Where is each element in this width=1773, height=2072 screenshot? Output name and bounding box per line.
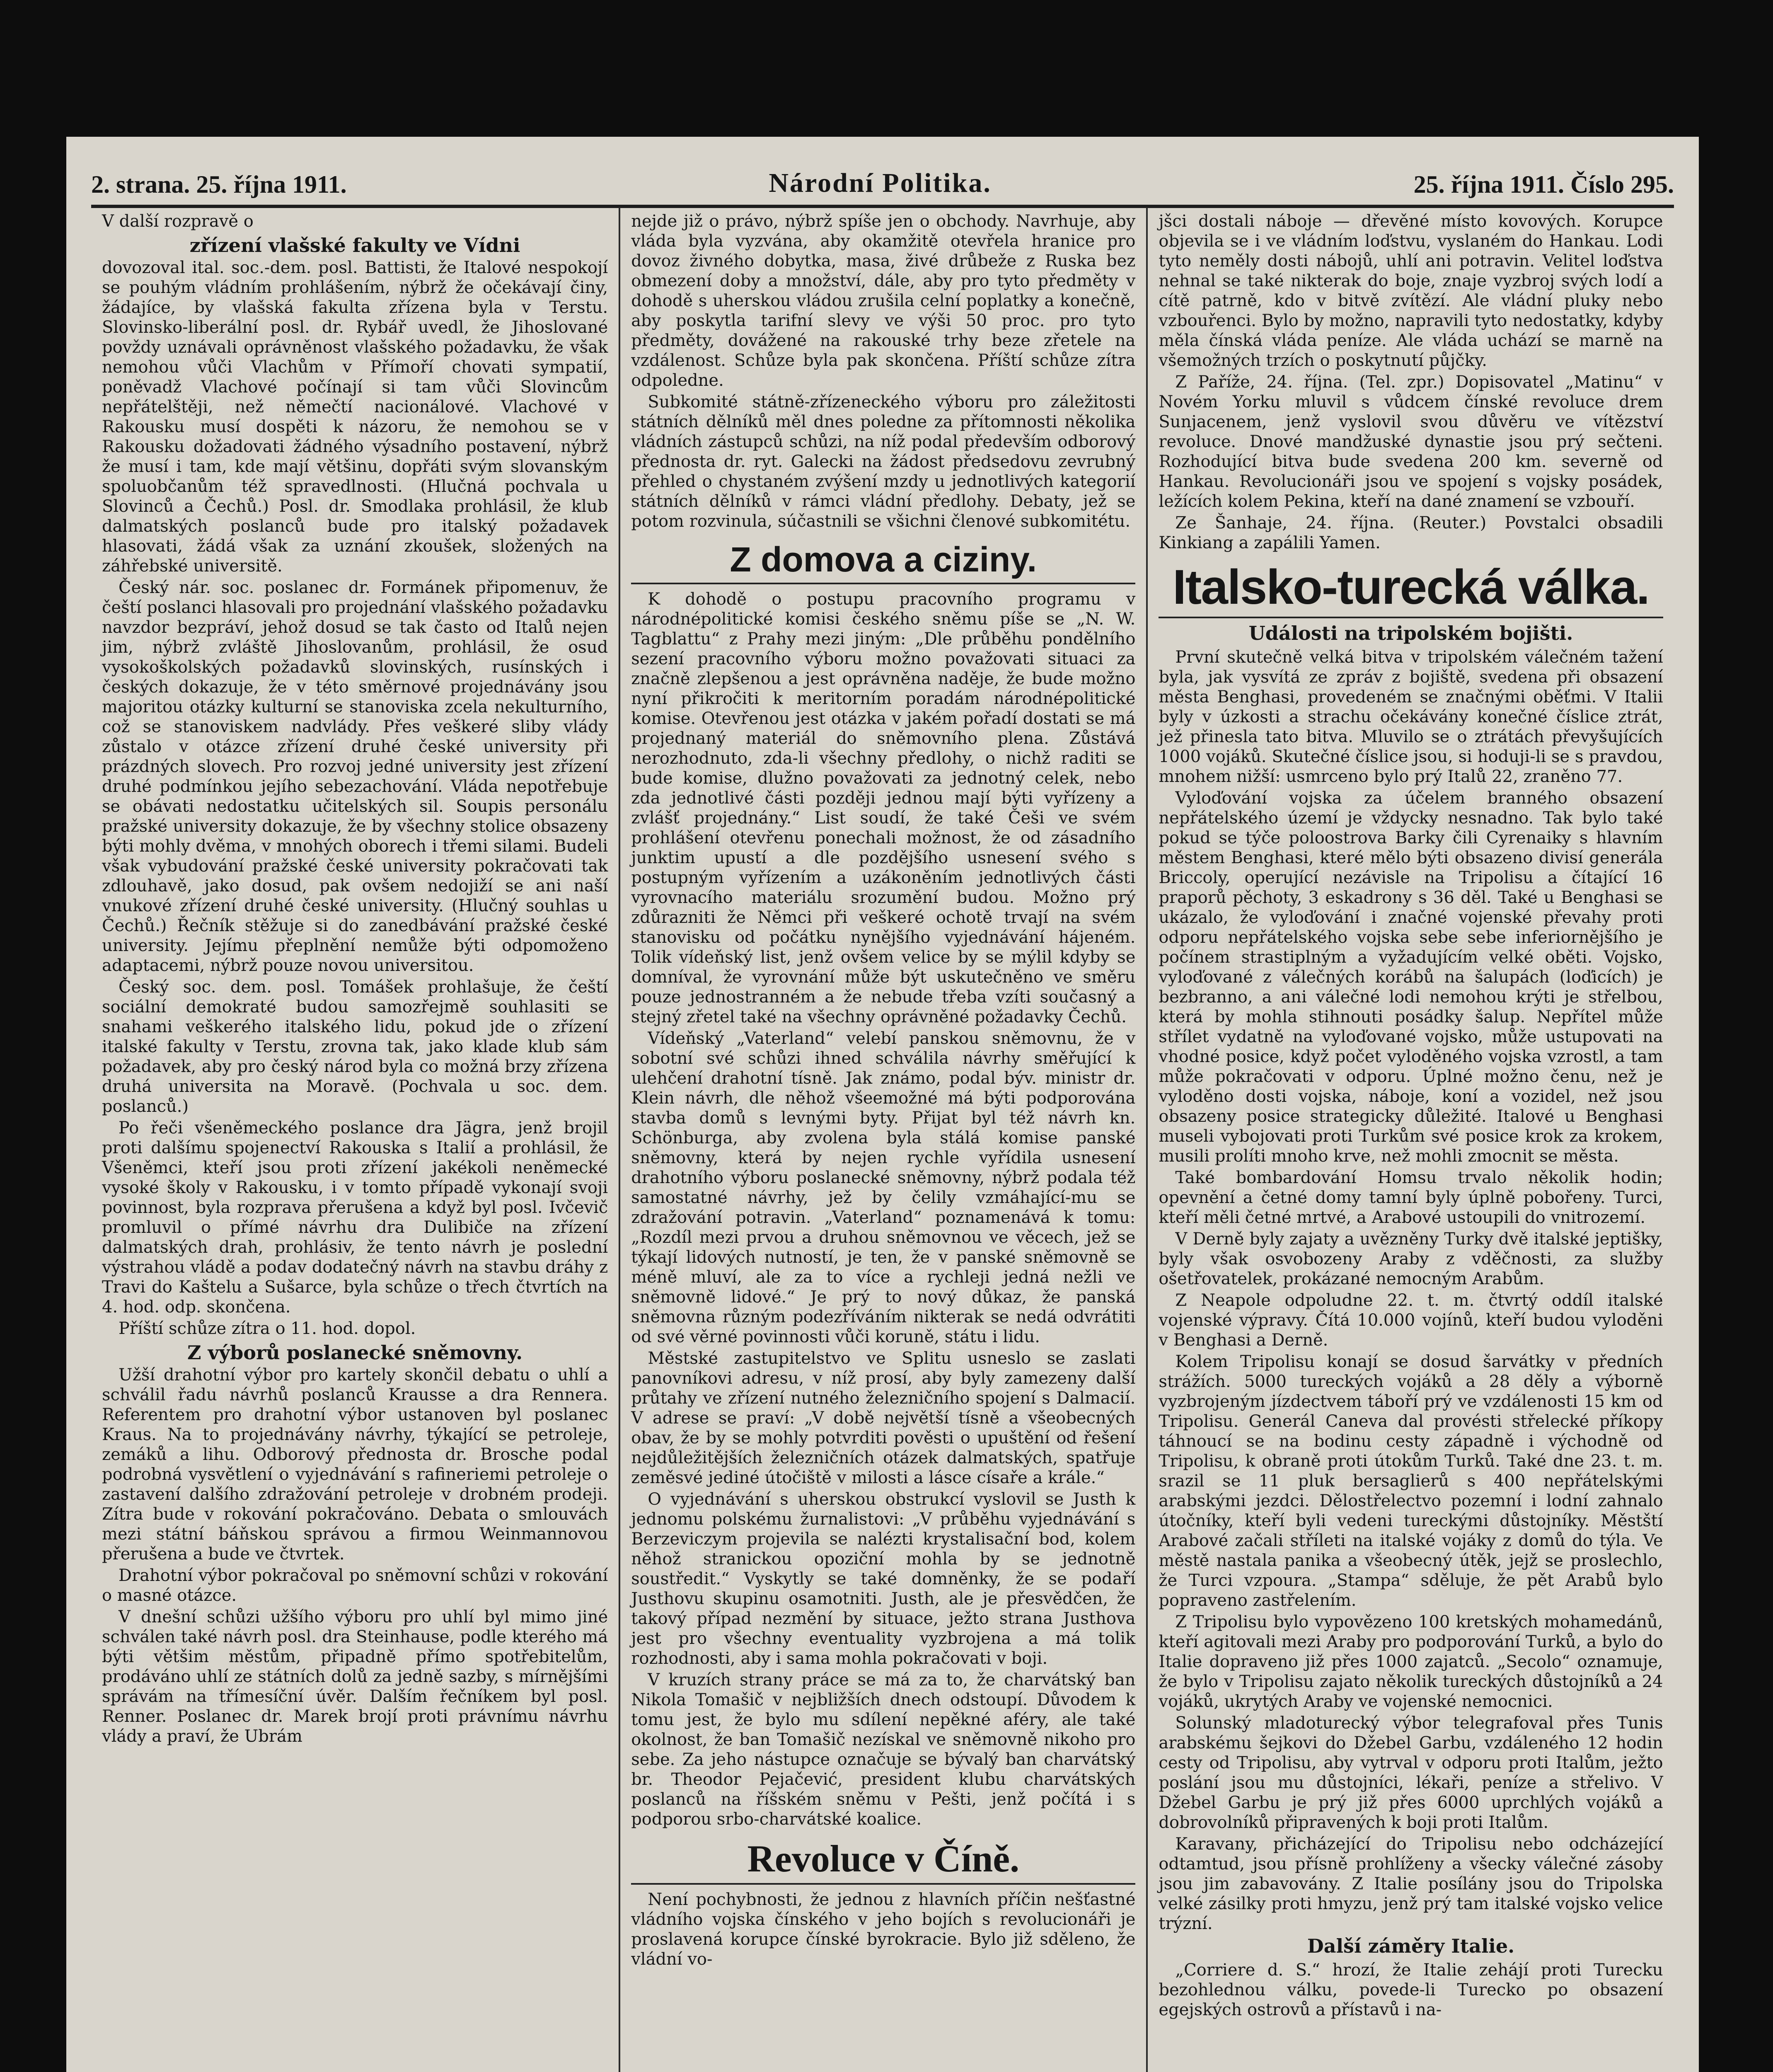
header-date-left: 2. strana. 25. října 1911. bbox=[91, 171, 347, 198]
subtitle-bojiste: Události na tripolském bojišti. bbox=[1248, 622, 1573, 644]
paragraph: jšci dostali náboje — dřevěné místo kovových. Korupce objevila se i ve vládním loďstvu, vyslaném do Hankau. Lodi tyto neměly dosti nábojů, uhlí ani potravin. Velitel loďstva nehnal se také nikterak do boje, znaje vyzbroj svých lodí a cítě patrně, kdo v bitvě zvítězí. Ale vládní pluky nebo vzbouřenci. Bylo by možno, napravili tyto nedostatky, kdyby měla čínská vláda peníze. Ale vláda uchází se marně na všemožných trzích o poskytnutí půjčky. bbox=[1159, 212, 1663, 370]
paragraph: Český nár. soc. poslanec dr. Formánek připomenuv, že čeští poslanci hlasovali pro projednání vlašského požadavku navzdor bezpráví, jehož dosud se tak často od Italů nejen jim, nýbrž zvláště Jihoslovanům, prohlásil, že osud vysokoškolských požadavků slovinských, rusínských i českých dokazuje, že v této směrnové projednávány jsou majoritou otázky kulturní se stanoviska zcela nekulturního, což se stanoviskem nadvlády. Přes veškeré sliby vlády zůstalo v otázce zřízení druhé české university při prázdných slovech. Pro rozvoj jedné university jest zřízení druhé podmínkou jejího sebezachování. Vláda nepotřebuje se obávati nedostatku učitelských sil. Soupis personálu pražské university dokazuje, že by všechny stolice obsazeny býti mohly dvěma, v mnohých oborech i třemi silami. Budeli však vybudování pražské české university pokračovati tak zdlouhavě, jako dosud, pak ovšem nedojiží se ani naší vnukové zřízení druhé české university. (Hlučný souhlas u Čechů.) Řečník stěžuje si do zanedbávání pražské české university. Jejímu přeplnění nemůže býti odpomoženo adaptacemi, nýbrž pouze novou universitou. bbox=[102, 578, 608, 975]
section-title-valka: Italsko-turecká válka. bbox=[1159, 560, 1663, 618]
paragraph: Ze Šanhaje, 24. října. (Reuter.) Povstalci obsadili Kinkiang a zapálili Yamen. bbox=[1159, 513, 1663, 552]
column-3 bbox=[1146, 207, 1674, 2072]
paragraph: Z Tripolisu bylo vypovězeno 100 kretských mohamedánů, kteří agitovali mezi Araby pro podporování Turků, a bylo do Italie dopraveno již přes 1000 zajatců. „Secolo“ oznamuje, že bylo v Tripolisu zajato několik tureckých důstojníků a 24 vojáků, ukrytých Araby ve vojenské nemocnici. bbox=[1159, 1612, 1663, 1711]
paragraph: Užší drahotní výbor pro kartely skončil debatu o uhlí a schválil řadu návrhů poslanců Krausse a dra Rennera. Referentem pro drahotní výbor ustanoven byl poslanec Kraus. Na to projednávány návrhy, týkající se petrolejе, zemáků a lihu. Odborový přednosta dr. Brosche podal podrobná vysvětlení o vyjednávání s rafineriemi petroleje o zastavení dalšího zdražování petroleje v drobném prodeji. Zítra bude v rokování pokračováno. Debata o smlouvách mezi státní báňskou správou a firmou Weinmannovou přerušena a bude ve čtvrtek. bbox=[102, 1365, 608, 1564]
article-title-fakulty: zřízení vlašské fakulty ve Vídni bbox=[189, 234, 520, 257]
intro-line: V další rozpravě o bbox=[102, 212, 254, 231]
column-1 bbox=[91, 207, 619, 2072]
newspaper-page bbox=[66, 137, 1699, 2072]
paragraph: Z Paříže, 24. října. (Tel. zpr.) Dopisovatel „Matinu“ v Novém Yorku mluvil s vůdcem čínské revoluce drem Sunjacenem, jenž vyslovil svou důvěru ve vítězství revoluce. Dnové mandžuské dynastie jsou prý sečteni. Rozhodující bitva bude svedena 200 km. severně od Hankau. Revolucionáři jsou ve spojení s vojsky posádek, ležících kolem Pekina, kteří na dané znamení se vzbouří. bbox=[1159, 373, 1663, 511]
paragraph: „Corriere d. S.“ hrozí, že Italie zehájí proti Turecku bezohlednou válku, povede-li Turecko po obsazení egejských ostrovů a přístavů i na- bbox=[1159, 1961, 1663, 2019]
paragraph: Příští schůze zítra o 11. hod. dopol. bbox=[119, 1319, 416, 1338]
paragraph: O vyjednávání s uherskou obstrukcí vyslovil se Justh k jednomu polskému žurnalistovi: „V průběhu vyjednávání s Berzeviczym projevila se nalézti krystalisační bod, kolem něhož stranickou opoziční mohla by se jednotně soustředit.“ Vyskytly se také domněnky, že se podaří Justhovu skupinu osamotniti. Justh, ale je přesvědčen, že takový případ nezmění by situace, ježto strana Justhova jest pro všechny eventuality vyzbrojena a má tolik rozhodnosti, aby i sama mohla pokračovati v boji. bbox=[631, 1490, 1136, 1668]
paragraph: Z Neapole odpoludne 22. t. m. čtvrtý oddíl italské vojenské výpravy. Čítá 10.000 vojínů, kteří budou vyloděni v Benghasi a Derně. bbox=[1159, 1291, 1663, 1350]
paragraph: V Derně byly zajaty a uvězněny Turky dvě italské jeptišky, byly však osvobozeny Araby z vděčnosti, za služby ošetřovatelek, prokázané nemocným Arabům. bbox=[1159, 1230, 1663, 1288]
paragraph: Také bombardování Homsu trvalo několik hodin; opevnění a četné domy tamní byly úplně pobořeny. Turci, kteří měli četné mrtvé, a Arabové ustoupili do vnitrozemí. bbox=[1159, 1168, 1663, 1227]
header-date-right: 25. října 1911. Číslo 295. bbox=[1413, 171, 1674, 198]
paragraph: Solunský mladoturecký výbor telegrafoval přes Tunis arabskému šejkovi do Džebel Garbu, vzdáleného 12 hodin cesty od Tripolisu, aby vytrval v odporu proti Italům, ježto poslání jsou mu důstojníci, lékaři, peníze a střelivo. V Džebel Garbu je prý již přes 6000 uprchlých vojáků a dobrovolníků připravených k boji proti Italům. bbox=[1159, 1714, 1663, 1832]
subtitle-zamery: Další záměry Italie. bbox=[1307, 1935, 1515, 1957]
paragraph: V kruzích strany práce se má za to, že charvátský ban Nikola Tomašič v nejbližších dnech odstoupí. Důvodem k tomu jest, že bylo mu sdílení nepěkné aféry, ale také okolnost, že ban Tomašič nezískal ve sněmovně nikoho pro sebe. Za jeho nástupce označuje se bývalý ban charvátský br. Theodor Pejačević, president klubu charvátských poslanců na říšském sněmu v Pešti, jenž počítá i s podporou srbo-charvátské koalice. bbox=[631, 1670, 1136, 1829]
paragraph: Městské zastupitelstvo ve Splitu usneslo se zaslati panovníkovi adresu, v níž prosí, aby byly zamezeny další průtahy ve zřízení nutného železničního spojení s Dalmacií. V adrese se praví: „V době největší tísně a všeobecných obav, že by se mohly potvrditi pověsti o upuštění od řešení nejdůležitějších železničních otázek dalmatských, spatřuje zeměsvé jediné útočiště v milosti a lásce císaře a krále.“ bbox=[631, 1349, 1136, 1487]
paragraph: Vyloďování vojska za účelem branného obsazení nepřátelského území je vždycky nesnadno. Tak bylo také pokud se týče poloostrova Barky čili Cyrenaiky s hlavním městem Benghasi, které mělo býti obsazeno divisí generála Briccoly, operující nezávisle na Tripolisu a čítající 16 praporů pěchoty, 3 eskadrony s 36 děl. Také u Benghasi se ukázalo, že vyloďování i značné vojenské převahy proti odporu nepřátelského vojska sebe sebe inferiornějšího je počínem strastiplným a vyžadujícím velké oběti. Vojsko, vyloďované z válečných korábů na šalupách (loďicích) je bezbranno, a ani válečné lodi nemohou krýti je střelbou, která by mohla stihnouti posádky šalup. Nepřítel může střílet vydatně na vyloďované vojsko, může ustupovati na vhodné posice, když počet vyloděného vojska vzrostl, a tam může pokračovati v odporu. Úplné možno čenu, než je vyloděno dosti vojska, náboje, koní a vozidel, než jsou obsazeny posice strategicky důležité. Italové u Benghasi museli vybojovati proti Turkům své posice krok za krokem, musili prolíti mnoho krve, než mohli zmocnit se města. bbox=[1159, 789, 1663, 1166]
paragraph: Subkomité státně-zřízeneckého výboru pro záležitosti státních dělníků měl dnes poledne za přítomnosti několika vládních zástupců schůzi, na níž podal především odborový přednosta dr. ryt. Galecki na žádost předsedovu zevrubný přehled o chystaném zvýšení mzdy u jednotlivých kategorií státních dělníků v rámci vládní předlohy. Debaty, jež se potom rozvinula, súčastnili se všichni členové subkomitétu. bbox=[631, 392, 1136, 531]
masthead: Národní Politika. bbox=[769, 168, 992, 198]
paragraph: Karavany, přicházející do Tripolisu nebo odcházející odtamtud, jsou přísně prohlíženy a všecky válečné zásoby jsou jim zabavovány. Z Italie posílány jsou do Tripolska velké zásilky proti hmyzu, jenž prý tam italské vojsko velice trýzní. bbox=[1159, 1835, 1663, 1933]
paragraph: nejde již o právo, nýbrž spíše jen o obchody. Navrhuje, aby vláda byla vyzvána, aby okamžitě otevřela hranice pro dovoz živného dobytka, masa, živé drůbeže z Ruska bez obmezení doby a množství, dále, aby pro tyto předměty v dohodě s uherskou vládou zrušila celní poplatky a konečně, aby poskytla tarifní slevy ve výši 50 proc. pro tyto předměty, dovážené na rakouské trhy beze zřetele na vzdálenost. Schůze byla pak skončena. Příští schůze zítra odpoledne. bbox=[631, 212, 1136, 390]
paragraph: V dnešní schůzi užšího výboru pro uhlí byl mimo jiné schválen také návrh posl. dra Steinhause, podle kterého má býti většim městům, připadně přímo spotřebitelům, prodáváno uhlí ze státních dolů za jedně sazby, s mírnějšími správám na třímesíční úvěr. Dalším řečníkem byl posl. Renner. Poslanec dr. Marek brojí proti právnímu návrhu vlády a praví, že Ubrám bbox=[102, 1607, 608, 1746]
column-2 bbox=[619, 207, 1146, 2072]
page-header bbox=[91, 162, 1674, 208]
article-title-vyboru: Z výborů poslanecké sněmovny. bbox=[187, 1341, 523, 1364]
paragraph: dovozoval ital. soc.-dem. posl. Battisti, že Italové nespokojí se pouhým vládním prohlášením, nýbrž že očekávají činy, žádajíce, by vlašská fakulta zřízena byla v Terstu. Slovinsko-liberální posl. dr. Rybář uvedl, že Jihoslované povždy uznávali oprávněnost vlašského požadavku, že však nemohou vůči Vlachům v Přímoří chovati sympatií, poněvadž Vlachové počínají si tam vůči Slovincům nepřátelštěji, než němečtí nacionálové. Vlachové v Rakousku musí dospěti k názoru, že nemohou se v Rakousku dožadovati žádného výsadního postavení, nýbrž že musí i tam, kde mají většinu, dopřáti svým slovanským spoluobčanům též spravedlnosti. (Hlučná pochvala u Slovinců a Čechů.) Posl. dr. Smodlaka prohlásil, že klub dalmatských poslanců bude pro italský požadavek hlasovati, žádá však za uznání zkoušek, složených na záhřebské universitě. bbox=[102, 258, 608, 576]
paragraph: Kolem Tripolisu konají se dosud šarvátky v předních strážích. 5000 tureckých vojáků a 28 děly a výborně vyzbrojeným jízdectvem táboří prý ve vzdálenosti 15 km od Tripolisu. Generál Caneva dal provésti střelecké příkopy táhnoucí se na bodinu cesty západně i východně od Tripolisu, k obraně proti útokům Turků. Také dne 23. t. m. srazil se 11 pluk bersaglierů s 400 nepřátelskými arabskými jezdci. Dělostřelectvo pozemní i lodní zahnalo útočníky, kteří byli vedeni tureckými důstojníky. Městští Arabové začali stříleti na italské vojáky z domů do týla. Ve městě nastala panika a všeobecný útěk, jejž se proslechlo, že Turci vzpoura. „Stampa“ sděluje, že pět Arabů bylo popraveno zastřelením. bbox=[1159, 1352, 1663, 1610]
section-title-domova: Z domova a ciziny. bbox=[631, 539, 1135, 584]
paragraph: Drahotní výbor pokračoval po sněmovní schůzi v rokování o masné otázce. bbox=[102, 1566, 608, 1605]
paragraph: K dohodě o postupu pracovního programu v národnépolitické komisi českého sněmu píše se „N. W. Tagblattu“ z Prahy mezi jiným: „Dle průběhu pondělního sezení pracovního výboru možno považovati situaci za značně zlepšenou a jest oprávněna naděje, že bude možno nyní přikročiti k meritorním poradám národnépolitické komise. Otevřenou jest otázka v jakém pořadí dostati se má projednaný materiál do sněmovního plena. Zůstává nerozhodnuto, zda-li všechny předlohy, o nichž raditi se bude komise, dlužno považovati za jednotný celek, nebo zda jednotlivé části později jednou mají býti vyřízeny a zvlášť projednány.“ List soudí, že také Češi ve svém prohlášení otevřenu ponechali možnost, že od zásadního junktim upustí a dle pozdějšího usnesení svého s postupným vyřízením a uzákoněním jednotlivých části vyrovnacího materiálu srozumění budou. Možno prý zdůrazniti že Němci při veškeré ochotě trvají na svém stanovisku od počátku nynějšího vyjednávání hájeném. Tolik vídeňský list, jenž ovšem velice by se mýlil kdyby se domníval, že vyrovnání může být uskutečněno ve směru pouze jednostranném a že nebude třeba vzíti současný a stejný zřetel také na všechny oprávněné požadavky Čechů. bbox=[631, 590, 1136, 1026]
paragraph: První skutečně velká bitva v tripolském válečném tažení byla, jak vysvítá ze zpráv z bojiště, svedena při obsazení města Benghasi, provedeném se značnými oběťmi. V Italii byly v úzkosti a strachu očekávány konečné číslice ztrát, jež přinesla tato bitva. Mluvilo se o ztrátách převyšujících 1000 vojáků. Skutečné číslice jsou, si hoduji-li se s pravdou, mnohem nižší: usmrceno bylo prý Italů 22, zraněno 77. bbox=[1159, 648, 1663, 786]
paragraph: Po řeči všeněmeckého poslance dra Jägra, jenž brojil proti dalšímu spojenectví Rakouska s Italií a prohlásil, že Všeněmci, kteří jsou proti zřízení jakékoli neněmecké vysoké školy v Rakousku, i v tomto případě vykonají svoji povinnost, byla rozprava přerušena a když byl posl. Ivčevič promluvil o přímé návrhu dra Dulibiče na zřízení dalmatských drah, prohlásiv, že tento návrh je poslední výstrahou vládě a podav dodatečný návrh na stavbu dráhy z Travi do Kaštelu a Sušarce, byla schůze o třech čtvrtích na 4. hod. odp. skončena. bbox=[102, 1118, 608, 1317]
paragraph: Český soc. dem. posl. Tomášek prohlašuje, že čeští sociální demokraté budou samozřejmě souhlasiti se snahami veškerého italského lidu, pokud jde o zřízení italské fakulty v Terstu, zrovna tak, jako klade klub sám požadavek, aby pro český národ byla co možná brzy zřízena druhá universita na Moravě. (Pochvala u soc. dem. poslanců.) bbox=[102, 978, 608, 1116]
section-title-revoluce: Revoluce v Číně. bbox=[631, 1837, 1135, 1885]
paragraph: Není pochybnosti, že jednou z hlavních příčin nešťastné vládního vojska čínského v jeho bojích s revolucionáři je proslavená korupce čínské byrokracie. Bylo již sděleno, že vládní vo- bbox=[631, 1890, 1136, 1969]
paragraph: Vídeňský „Vaterland“ velebí panskou sněmovnu, že v sobotní své schůzi ihned schválila návrhy směřující k ulehčení drahotní tísně. Jak známo, podal býv. ministr dr. Klein návrh, dle něhož všeemožné má býti podporována stavba domů s levnými byty. Přijat byl též návrh kn. Schönburga, aby zvolena byla stálá komise panské sněmovny, která by nejen rychle vyřídila usnesení drahotního výboru poslanecké sněmovny, nýbrž podala též samostatné návrhy, jež by čelily vzmáhající-mu se zdražování potravin. „Vaterland“ poznamenává k tomu: „Rozdíl mezi prvou a druhou sněmovnou ve věcech, jež se týkají lidových nutností, je ten, že v panské sněmovně se méně mluví, ale za to více a rychleji jedná nežli ve sněmovně lidové.“ Je prý to nový důkaz, že panská sněmovna různým podezříváním nikterak se nedá odvrátiti od své věrné povinnosti vůči koruně, státu i lidu. bbox=[631, 1029, 1136, 1346]
columns bbox=[91, 207, 1674, 2072]
